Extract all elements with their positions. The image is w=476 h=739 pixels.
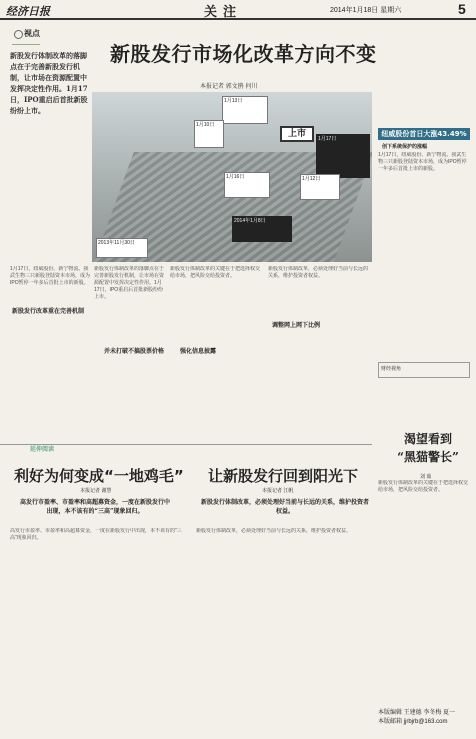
- extended-reading-band: [0, 444, 372, 454]
- sidebar-subtitle: 创下系统保护的涨幅: [382, 144, 428, 150]
- lower-left-deck: 高发行市盈率、市盈率和高超募资金，一度在新股发行中出现，本不该有的“三高”现象回归。: [20, 499, 171, 515]
- feature-body: 新股发行体制改革的关键在于把选择权交给市场，把风险交给投资者。: [378, 480, 469, 493]
- finance-lens-box: [378, 362, 470, 378]
- lower-right-body: 新股发行体制改革，必须处理好当前与长远的关系，维护投资者权益。: [196, 528, 352, 534]
- hero-callout-7: 2013年11月30日: [96, 238, 148, 258]
- hero-callout-2: 1月10日: [194, 120, 224, 148]
- hero-illustration: [92, 92, 372, 262]
- paper-name: 经济日报: [6, 5, 50, 18]
- main-column-1: 1月17日，纽威股份、新宁物流、我武生物三只新股登陆资本市场，成为IPO暂停一年多后首批上市的新股。: [10, 266, 90, 286]
- lower-left-body: 高发行市盈率、市盈率和高超募资金，一度在新股发行中出现，本不该有的“三高”现象回归。: [10, 528, 182, 541]
- main-subhead-4: 调整网上网下比例: [272, 322, 321, 329]
- extended-reading-label: 延伸阅读: [30, 446, 55, 453]
- main-subhead-2: 并未打破不搞股票价格: [104, 348, 165, 355]
- page-number: 5: [458, 1, 466, 17]
- hero-callout-1: 1月13日: [222, 96, 268, 124]
- commentary-body: 新股发行体制改革的落脚点在于完善新股发行机制，让市场在资源配置中发挥决定性作用。1月17日，IPO重启后首批新股纷纷上市。: [10, 51, 88, 115]
- section-title: 关注: [204, 5, 243, 20]
- main-column-3: 新股发行体制改革的关键在于把选择权交给市场，把风险交给投资者。: [170, 266, 261, 279]
- sidebar-body: 1月17日，纽威股份、新宁物流、我武生物三只新股登陆资本市场，成为IPO暂停一年多后首批上市的新股。: [378, 152, 467, 172]
- lower-left-byline: 本报记者 谢慧: [80, 488, 112, 494]
- dateline: 2014年1月18日 星期六: [330, 7, 402, 14]
- editor-footer: 本版编辑 王建德 李冬梅 夏一 本版邮箱 jjrbjrb@163.com: [378, 710, 456, 725]
- feature-author: 刘 茹: [420, 474, 432, 480]
- main-byline: 本报记者 郭文鹃 何川: [200, 84, 258, 90]
- finance-lens-label: 财经视角: [381, 366, 402, 372]
- main-column-4: 新股发行体制改革，必须处理好当前与长远的关系，维护投资者权益。: [268, 266, 369, 279]
- hero-callout-6: 2014年1月8日: [232, 216, 292, 242]
- main-headline: 新股发行市场化改革方向不变: [110, 42, 377, 66]
- listing-sign: 上市: [280, 126, 314, 142]
- main-column-2: 新股发行体制改革的落脚点在于完善新股发行机制，让市场在资源配置中发挥决定性作用。1月17日，IPO重启后首批新股纷纷上市。: [94, 266, 164, 300]
- sidebar-banner: 纽威股份首日大涨43.49%: [378, 128, 470, 140]
- main-subhead-3: 强化信息披露: [180, 348, 217, 355]
- hero-callout-4: 1月16日: [224, 172, 270, 198]
- main-subhead-1: 新股发行改革重在完善机制: [12, 308, 85, 315]
- masthead: [0, 0, 476, 20]
- eye-icon: [14, 30, 23, 39]
- hero-callout-3: 1月17日: [316, 134, 370, 178]
- feature-title: 渴望看到 “黑猫警长”: [397, 432, 459, 464]
- lower-left-headline: 利好为何变成“一地鸡毛”: [14, 467, 184, 485]
- commentary-label: 视点: [24, 28, 40, 38]
- hero-callout-5: 1月12日: [300, 174, 340, 200]
- lower-right-headline: 让新股发行回到阳光下: [208, 467, 359, 485]
- lower-right-byline: 本报记者 江帆: [262, 488, 294, 494]
- lower-right-deck: 新股发行体制改革，必须处理好当前与长远的关系，维护投资者权益。: [200, 499, 369, 515]
